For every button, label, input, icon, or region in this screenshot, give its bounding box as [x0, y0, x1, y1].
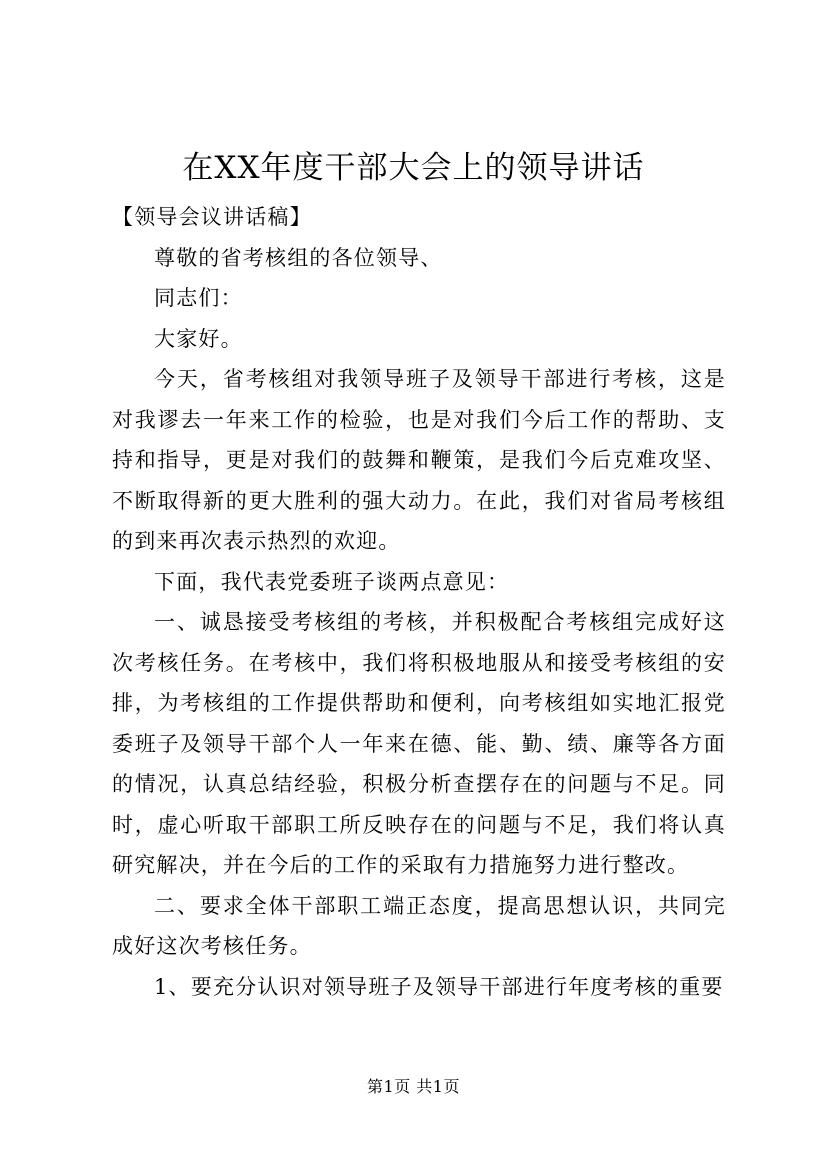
paragraph-subpoint-one: 1、要充分认识对领导班子及领导干部进行年度考核的重要: [154, 974, 724, 999]
document-title: 在XX年度干部大会上的领导讲话: [182, 150, 645, 186]
paragraph-point-two: 二、要求全体干部职工端正态度，提高思想认识，共同完成好这次考核任务。: [112, 893, 726, 958]
paragraph-lead: 下面，我代表党委班子谈两点意见：: [154, 569, 510, 594]
paragraph-point-one: 一、诚恳接受考核组的考核，并积极配合考核组完成好这次考核任务。在考核中，我们将积极地服从和接受考核组的安排，为考核组的工作提供帮助和便利，向考核组如实地汇报党委班子及领导干部个人一年来在德、能、勤、绩、廉等各方面的情况，认真总结经验，积极分析查摆存在的问题与不足。同时，虚心听取干部职工所反映存在的问题与不足，我们将认真研究解决，并在今后的工作的采取有力措施努力进行整改。: [112, 610, 726, 877]
paragraph-greeting: 大家好。: [154, 326, 243, 351]
document-body: [112, 197, 726, 1007]
paragraph-comrades: 同志们：: [154, 286, 243, 310]
paragraph-intro: 今天，省考核组对我领导班子及领导干部进行考核，这是对我谬去一年来工作的检验，也是对我们今后工作的帮助、支持和指导，更是对我们的鼓舞和鞭策，是我们今后克难攻坚、不断取得新的更大胜利的强大动力。在此，我们对省局考核组的到来再次表示热烈的欢迎。: [112, 367, 726, 553]
page-footer: 第1页 共1页: [367, 1077, 460, 1096]
paragraph-salutation: 尊敬的省考核组的各位领导、: [154, 245, 443, 270]
document-tag: 【领导会议讲话稿】: [112, 205, 312, 229]
